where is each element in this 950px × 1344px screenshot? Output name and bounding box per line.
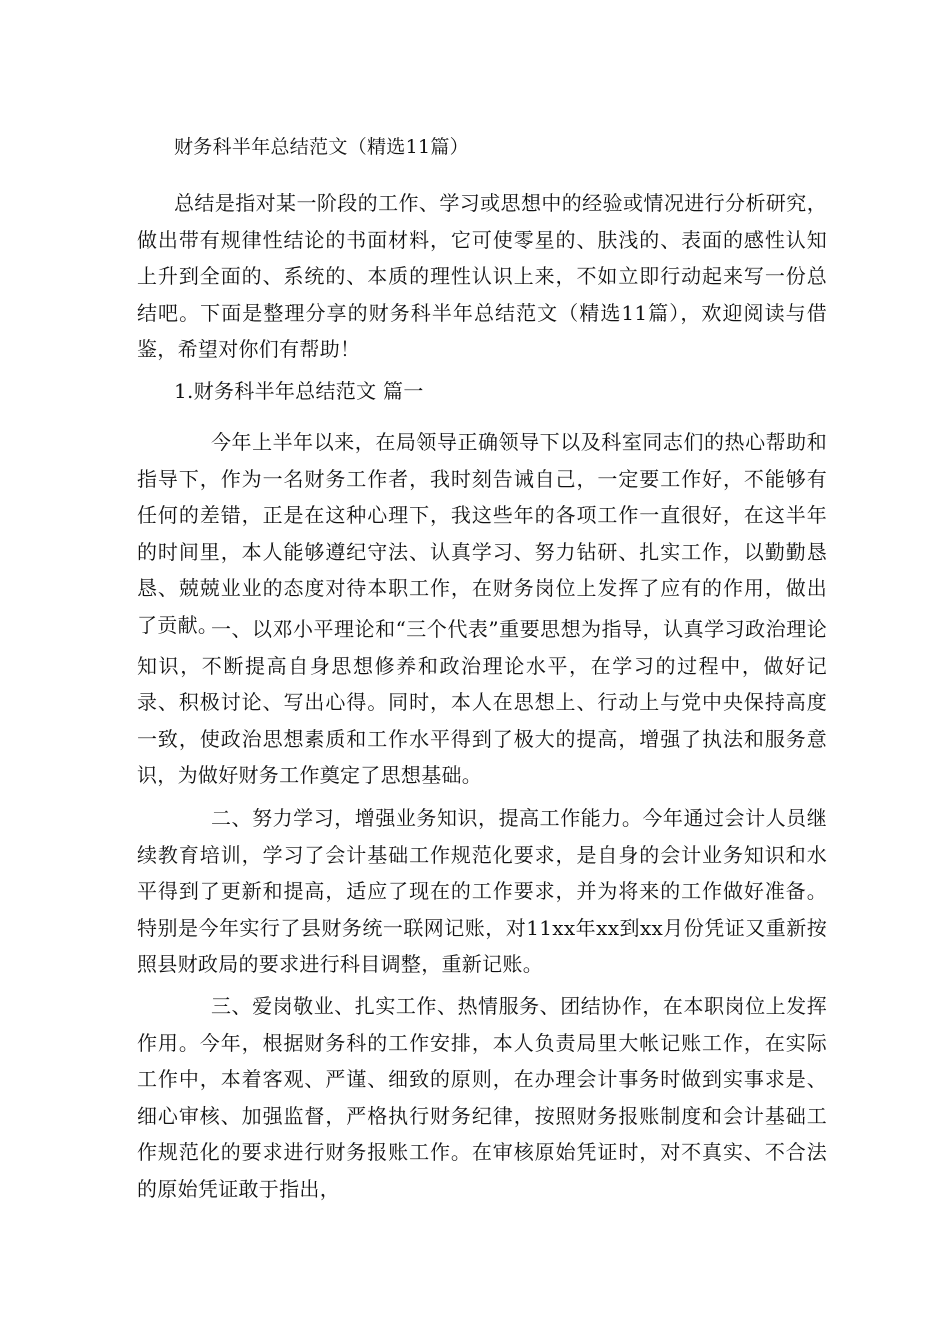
body-paragraph-2: 一、以邓小平理论和“三个代表”重要思想为指导，认真学习政治理论知识，不断提高自身思想修养和政治理论水平，在学习的过程中，做好记录、积极讨论、写出心得。同时，本人在思想上、行动上与党中央保持高度一致，使政治思想素质和工作水平得到了极大的提高，增强了执法和服务意识，为做好财务工作奠定了思想基础。: [137, 617, 827, 787]
intro-paragraph: 总结是指对某一阶段的工作、学习或思想中的经验或情况进行分析研究，做出带有规律性结论的书面材料，它可使零星的、肤浅的、表面的感性认知上升到全面的、系统的、本质的理性认识上来，不如立即行动起来写一份总结吧。下面是整理分享的财务科半年总结范文（精选11篇），欢迎阅读与借鉴，希望对你们有帮助！: [137, 191, 827, 361]
document-title: 财务科半年总结范文（精选11篇）: [174, 136, 469, 158]
body-paragraph-3: 二、努力学习，增强业务知识，提高工作能力。今年通过会计人员继续教育培训，学习了会计基础工作规范化要求，是自身的会计业务知识和水平得到了更新和提高，适应了现在的工作要求，并为将来的工作做好准备。特别是今年实行了县财务统一联网记账，对11xx年xx到xx月份凭证又重新按照县财政局的要求进行科目调整，重新记账。: [137, 806, 827, 976]
section-heading: 1.财务科半年总结范文 篇一: [174, 379, 424, 403]
body-paragraph-1: 今年上半年以来，在局领导正确领导下以及科室同志们的热心帮助和指导下，作为一名财务工作者，我时刻告诫自己，一定要工作好，不能够有任何的差错，正是在这种心理下，我这些年的各项工作一直很好，在这半年的时间里，本人能够遵纪守法、认真学习、努力钻研、扎实工作，以勤勤恳恳、兢兢业业的态度对待本职工作，在财务岗位上发挥了应有的作用，做出了贡献。: [137, 430, 827, 637]
body-paragraph-4: 三、爱岗敬业、扎实工作、热情服务、团结协作，在本职岗位上发挥作用。今年，根据财务科的工作安排，本人负责局里大帐记账工作，在实际工作中，本着客观、严谨、细致的原则，在办理会计事务时做到实事求是、细心审核、加强监督，严格执行财务纪律，按照财务报账制度和会计基础工作规范化的要求进行财务报账工作。在审核原始凭证时，对不真实、不合法的原始凭证敢于指出，: [137, 994, 827, 1201]
